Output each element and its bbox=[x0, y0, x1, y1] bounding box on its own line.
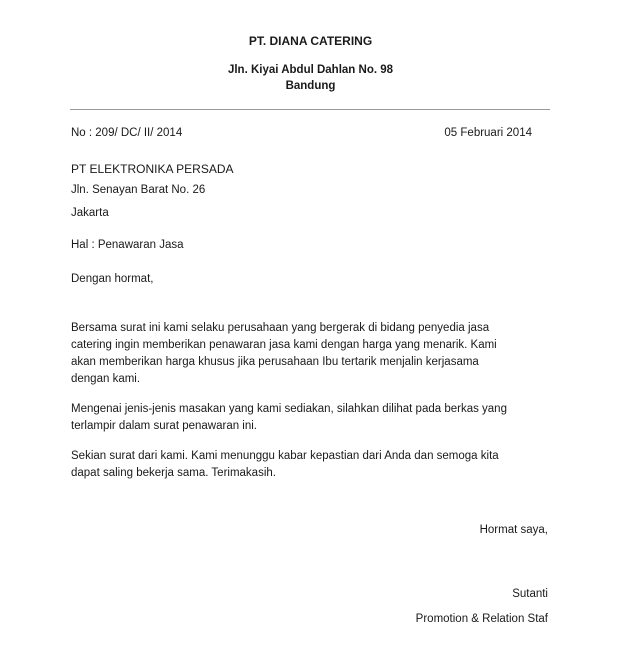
body-line: dengan kami. bbox=[71, 373, 141, 385]
letter-subject: Hal : Penawaran Jasa bbox=[71, 239, 184, 251]
body-line: Mengenai jenis-jenis masakan yang kami sediakan, silahkan dilihat pada berkas yang bbox=[71, 403, 507, 415]
header-divider bbox=[70, 109, 550, 110]
letter-date: 05 Februari 2014 bbox=[444, 127, 532, 139]
body-line: Sekian surat dari kami. Kami menunggu kabar kepastian dari Anda dan semoga kita bbox=[71, 450, 499, 462]
body-line: dapat saling bekerja sama. Terimakasih. bbox=[71, 467, 276, 479]
body-line: terlampir dalam surat penawaran ini. bbox=[71, 420, 258, 432]
company-address-street: Jln. Kiyai Abdul Dahlan No. 98 bbox=[227, 64, 394, 76]
closing-regards: Hormat saya, bbox=[479, 524, 548, 536]
company-address-city: Bandung bbox=[285, 80, 336, 92]
signer-title: Promotion & Relation Staf bbox=[415, 613, 548, 625]
company-name: PT. DIANA CATERING bbox=[248, 34, 373, 48]
salutation: Dengan hormat, bbox=[71, 273, 154, 285]
recipient-street: Jln. Senayan Barat No. 26 bbox=[71, 184, 206, 196]
recipient-name: PT ELEKTRONIKA PERSADA bbox=[71, 162, 234, 176]
body-paragraph-3 bbox=[71, 448, 549, 482]
body-paragraph-2 bbox=[71, 401, 549, 435]
body-line: akan memberikan harga khusus jika perusahaan Ibu tertarik menjalin kerjasama bbox=[71, 356, 479, 368]
body-line: catering ingin memberikan penawaran jasa kami dengan harga yang menarik. Kami bbox=[71, 339, 497, 351]
body-paragraph-1 bbox=[71, 320, 549, 388]
signer-name: Sutanti bbox=[512, 588, 548, 600]
body-line: Bersama surat ini kami selaku perusahaan yang bergerak di bidang penyedia jasa bbox=[71, 322, 490, 334]
letter-number: No : 209/ DC/ II/ 2014 bbox=[71, 127, 183, 139]
recipient-city: Jakarta bbox=[71, 207, 109, 219]
